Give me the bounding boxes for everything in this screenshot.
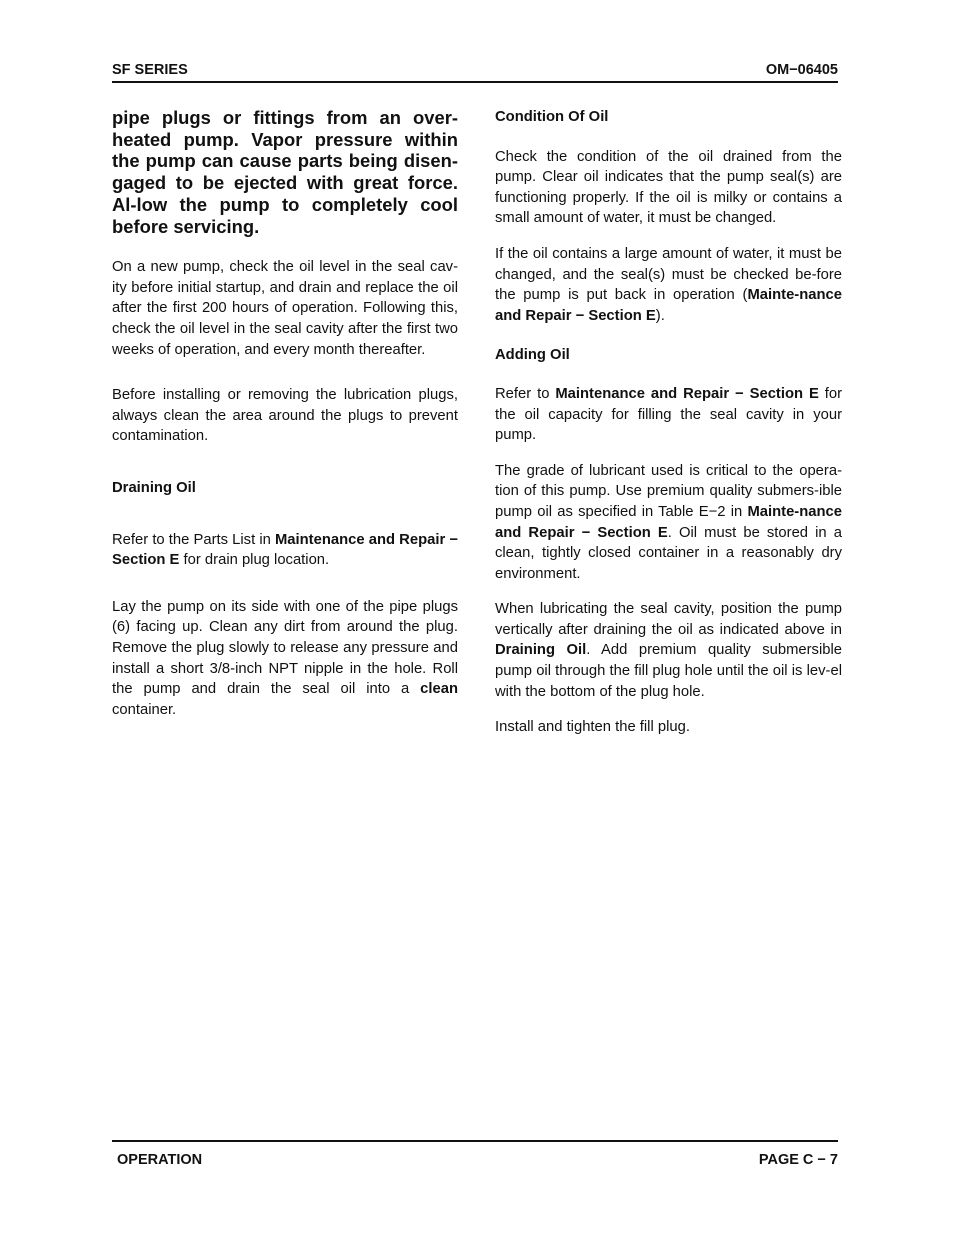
series-title: SF SERIES — [112, 62, 188, 78]
warning-text: pipe plugs or fittings from an over-heated pump. Vapor pressure within the pump can cause parts being disen-gaged to be ejected with great force. Al-low the pump to completely cool before servicing. — [112, 107, 458, 237]
page-footer — [112, 1140, 838, 1168]
capacity-paragraph: Refer to Maintenance and Repair − Section E for the oil capacity for filling the seal cavity in your pump. — [495, 385, 843, 444]
cleaning-paragraph: Before installing or removing the lubrication plugs, always clean the area around the plugs to prevent contamination. — [112, 387, 458, 445]
water-paragraph: If the oil contains a large amount of water, it must be changed, and the seal(s) must be checked be-fore the pump is put back in operation (Mainte-nance and Repair − Section E). — [495, 245, 842, 324]
page-header — [112, 62, 838, 83]
left-column — [112, 107, 458, 720]
new-pump-paragraph: On a new pump, check the oil level in the seal cav-ity before initial startup, and drain and replace the oil after the first 200 hours of operation. Following this, check the oil level in the seal cavity after the first two weeks of operation, and every month thereafter. — [112, 259, 458, 358]
draining-oil-heading: Draining Oil — [112, 479, 196, 496]
lubricant-grade-paragraph: The grade of lubricant used is critical to the opera-tion of this pump. Use premium quality submers-ible pump oil as specified in Table E−2 in Mainte-nance and Repair − Section E. Oil must be stored in a clean, tightly closed container in a reasonably dry environment. — [495, 462, 842, 582]
document-number: OM−06405 — [765, 62, 838, 78]
page-number: PAGE C − 7 — [758, 1152, 838, 1168]
right-column — [495, 107, 842, 738]
parts-list-paragraph: Refer to the Parts List in Maintenance and Repair − Section E for drain plug location. — [112, 531, 458, 569]
adding-oil-heading: Adding Oil — [495, 347, 570, 364]
condition-paragraph: Check the condition of the oil drained from the pump. Clear oil indicates that the pump seal(s) are functioning properly. If the oil is milky or contains a small amount of water, it must be changed. — [495, 148, 842, 227]
section-name: OPERATION — [117, 1152, 203, 1168]
lubricating-paragraph: When lubricating the seal cavity, position the pump vertically after draining the oil as indicated above in Draining Oil. Add premium quality submersible pump oil through the fill plug hole until the oil is lev-el with the bottom of the plug hole. — [495, 601, 842, 700]
condition-of-oil-heading: Condition Of Oil — [495, 109, 609, 125]
drain-procedure-paragraph: Lay the pump on its side with one of the pipe plugs (6) facing up. Clean any dirt from around the plug. Remove the plug slowly to release any pressure and install a short 3/8-inch NPT nipple in the hole. Roll the pump and drain the seal oil into a clean container. — [112, 598, 458, 718]
install-plug-paragraph: Install and tighten the fill plug. — [495, 719, 690, 736]
